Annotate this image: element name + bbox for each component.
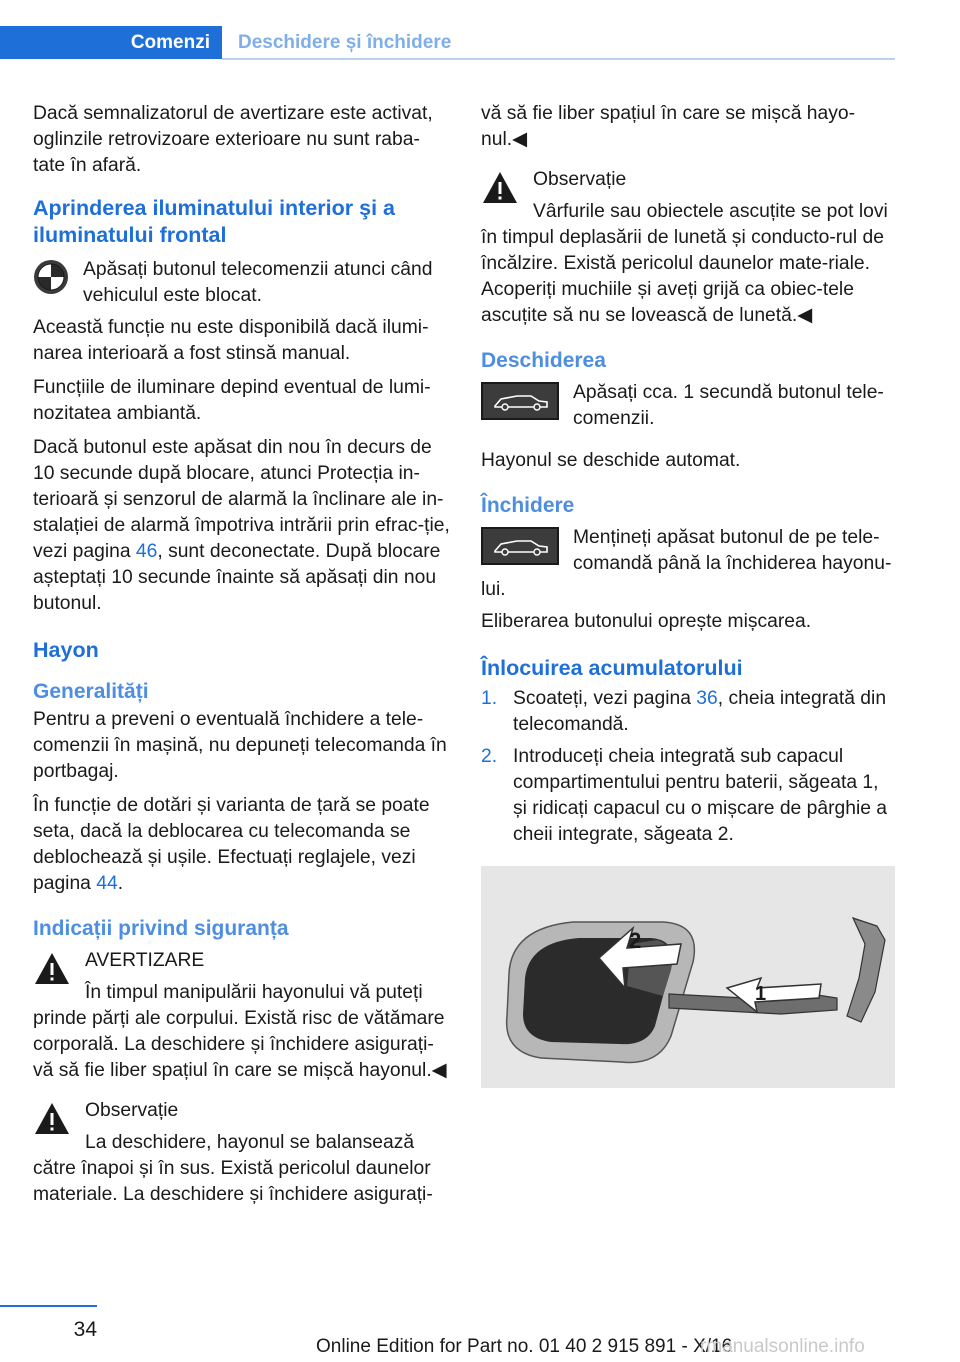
- right-column: [481, 101, 897, 1088]
- warning-block: [33, 948, 451, 1084]
- paragraph: Pentru a preveni o eventuală închidere a tele‐comenzii în mașină, nu depuneți telecomanda în portbagaj.: [33, 709, 447, 782]
- paragraph: Dacă semnalizatorul de avertizare este activat, oglinzile retrovizoare exterioare nu sunt raba‐tate în afară.: [33, 103, 433, 176]
- page-header: [0, 26, 895, 62]
- subsection-heading-closing: Închidere: [481, 494, 575, 517]
- icon-paragraph: [33, 257, 451, 309]
- paragraph: Această funcție nu este disponibilă dacă ilumi‐narea interioară a fost stinsă manual.: [33, 317, 429, 364]
- subsection-heading-opening: Deschiderea: [481, 349, 606, 372]
- step-number: 2.: [481, 746, 498, 767]
- icon-paragraph: [481, 380, 897, 432]
- step-number: 1.: [481, 688, 498, 709]
- paragraph: În funcție de dotări și varianta de țară se poate seta, dacă la deblocarea cu telecomanda se deblochează și ușile. Efectuați reglajele, vezi pagina 44.: [33, 795, 430, 894]
- paragraph: Dacă butonul este apăsat din nou în decurs de 10 secunde după blocare, atunci Protecția in‐terioară și senzorul de alarmă la înclinare ale in‐stalației de alarmă împotriva intrării prin efrac‐ție, vezi pagina 46, sunt deconectate. După blocare așteptați 10 secunde înainte să apăsați din nou butonul.: [33, 437, 450, 614]
- subsection-heading-safety: Indicații privind siguranța: [33, 917, 289, 940]
- subsection-heading-general: Generalități: [33, 680, 149, 703]
- page-link[interactable]: 46: [135, 541, 158, 562]
- arrow-label-2: 2: [629, 928, 642, 953]
- section-heading-hayon: Hayon: [33, 638, 99, 662]
- page-link[interactable]: 44: [96, 873, 118, 894]
- note-block: [33, 1098, 451, 1208]
- step-text: Introduceți cheia integrată sub capacul compartimentului pentru baterii, săgeata 1, și ridicați capacul cu o mișcare de pârghie a cheii integrate, săgeata 2.: [513, 746, 888, 845]
- warning-triangle-icon: [481, 169, 519, 215]
- note-title: Observație: [533, 169, 627, 190]
- icon-paragraph: [481, 525, 897, 603]
- tab-comenzi[interactable]: Comenzi: [0, 26, 222, 59]
- paragraph: vă să fie liber spațiul în care se mișcă hayo‐nul.◀: [481, 103, 856, 150]
- section-heading-battery: Înlocuirea acumulatorului: [481, 656, 743, 680]
- bmw-logo-icon: [33, 259, 69, 303]
- paragraph: Hayonul se deschide automat.: [481, 450, 741, 471]
- note-title: Observație: [85, 1100, 179, 1121]
- note-text: Vârfurile sau obiectele ascuțite se pot lovi în timpul deplasării de lunetă și conducto‐rul de încălzire. Există pericolul daunelor mate‐riale. Acoperiți muchiile și aveți grijă ca obiec‐tele ascuțite să nu se lovească de lunetă.◀: [481, 201, 888, 326]
- tailgate-car-icon: [481, 382, 559, 428]
- key-illustration: [481, 866, 895, 1088]
- page-link[interactable]: 36: [696, 688, 718, 709]
- paragraph: Apăsați cca. 1 secundă butonul tele‐comenzii.: [573, 382, 884, 429]
- paragraph: Mențineți apăsat butonul de pe tele‐comandă până la închiderea hayonu‐lui.: [481, 527, 892, 600]
- left-column: [33, 101, 451, 1208]
- paragraph: Eliberarea butonului oprește mișcarea.: [481, 611, 812, 632]
- tailgate-car-icon: [481, 527, 559, 573]
- list-item: [481, 744, 897, 848]
- note-block: [481, 167, 897, 329]
- battery-replacement-figure: [481, 866, 895, 1088]
- paragraph: Apăsați butonul telecomenzii atunci când vehiculul este blocat.: [83, 259, 433, 306]
- page-number: 34: [73, 1318, 97, 1341]
- steps-list: [481, 686, 897, 848]
- list-item: [481, 686, 897, 738]
- warning-text: În timpul manipulării hayonului vă puteți prinde părți ale corpului. Există risc de vătămare corporală. La deschidere și închidere asigurați-vă să fie liber spațiul în care se mișcă hayonul.◀: [33, 982, 447, 1081]
- paragraph: Funcțiile de iluminare depind eventual de lumi‐nozitatea ambiantă.: [33, 377, 431, 424]
- warning-triangle-icon: [33, 950, 71, 996]
- edition-text: Online Edition for Part no. 01 40 2 915 891 - X/16: [316, 1336, 733, 1357]
- watermark: rmanualsonline.info: [700, 1336, 865, 1357]
- arrow-label-1: 1: [755, 983, 767, 1005]
- note-text: La deschidere, hayonul se balansează către înapoi și în sus. Există pericolul daunelor materiale. La deschidere și închidere asigurați-: [33, 1132, 433, 1205]
- header-divider: [222, 58, 895, 60]
- warning-title: AVERTIZARE: [85, 950, 205, 971]
- footer-divider: [0, 1305, 97, 1307]
- section-heading-interior-light: Aprinderea iluminatului interior şi a iluminatului frontal: [33, 196, 395, 247]
- step-text: Scoateți, vezi pagina 36, cheia integrată din telecomandă.: [513, 688, 887, 735]
- warning-triangle-icon: [33, 1100, 71, 1146]
- tab-deschidere-inchidere[interactable]: Deschidere și închidere: [238, 32, 452, 53]
